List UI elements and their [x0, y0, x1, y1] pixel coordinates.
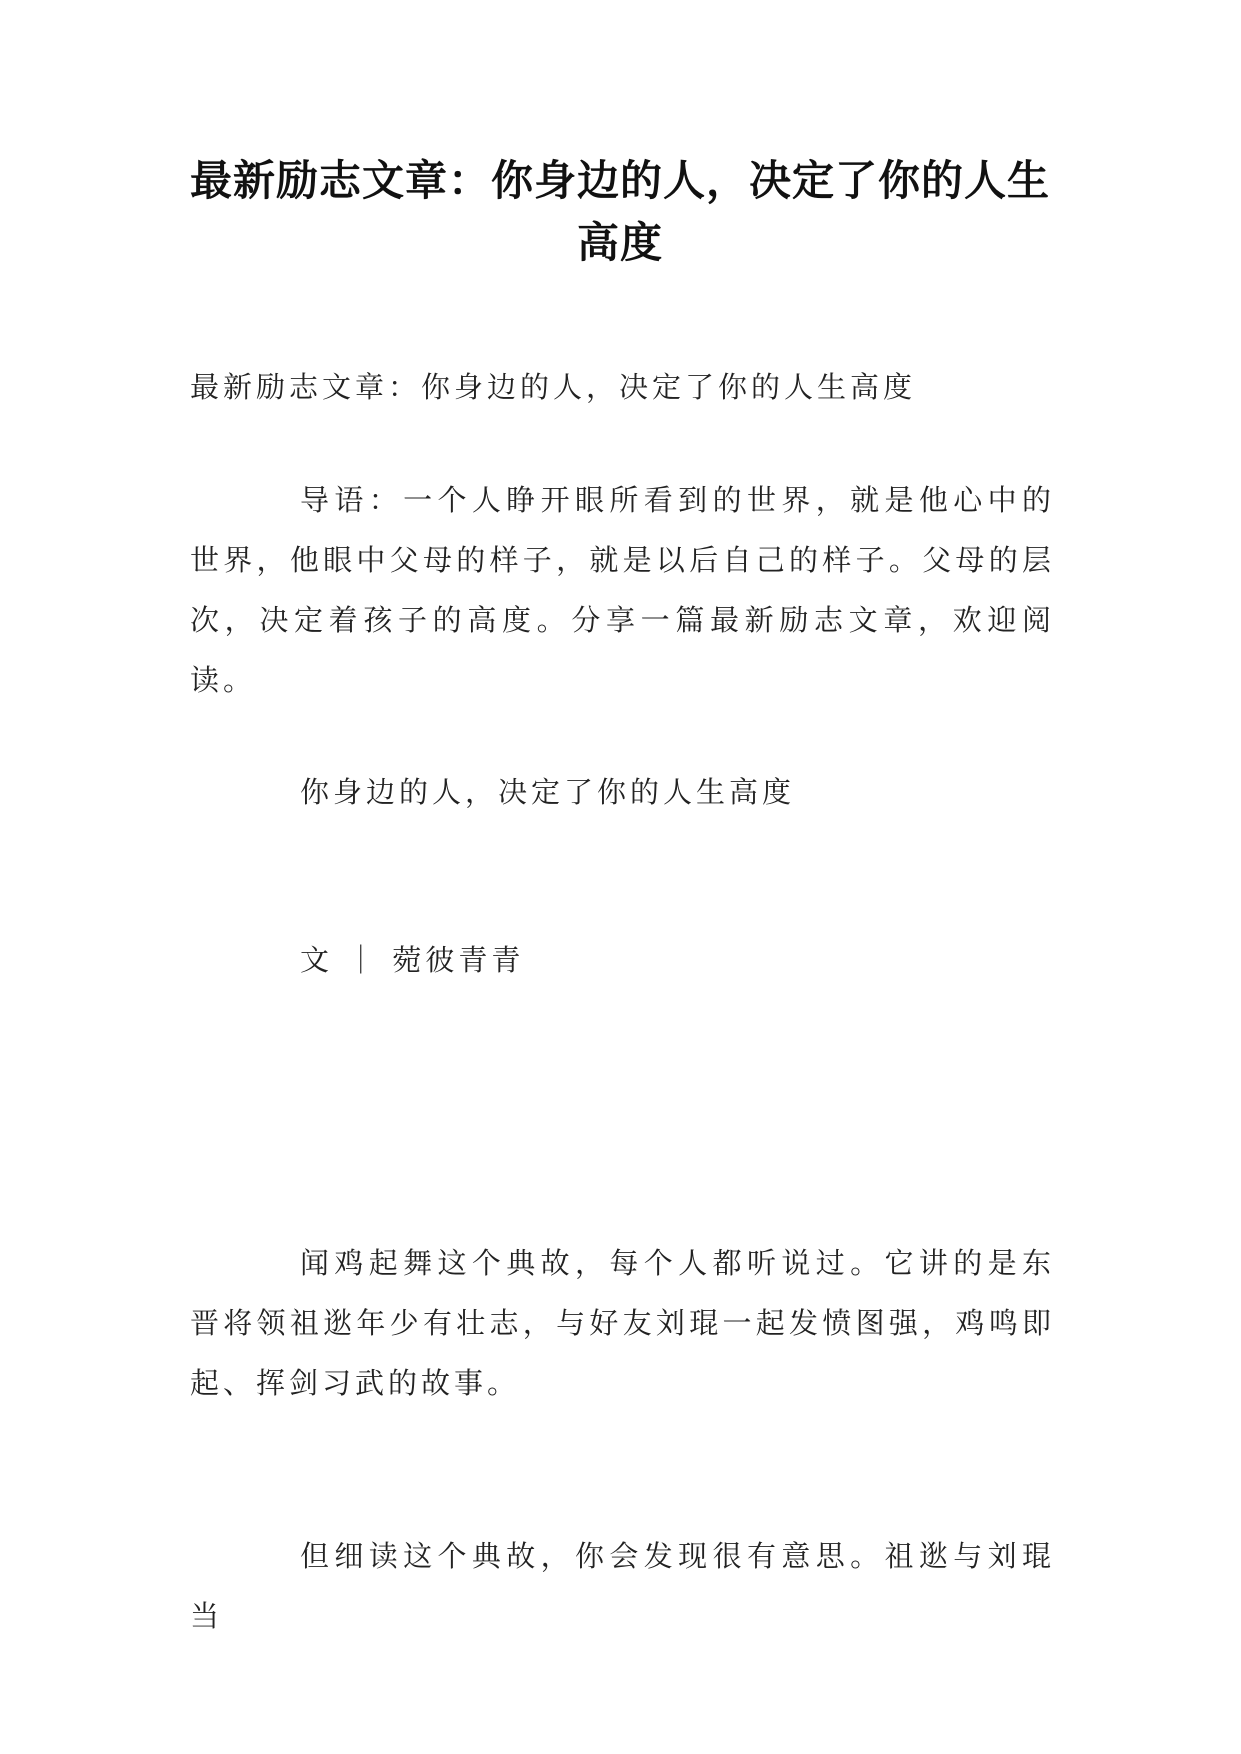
document-title: 最新励志文章：你身边的人，决定了你的人生高度 [189, 156, 1050, 267]
document-subtitle: 最新励志文章：你身边的人，决定了你的人生高度 [190, 370, 917, 404]
body-paragraph: 闻鸡起舞这个典故，每个人都听说过。它讲的是东晋将领祖逖年少有壮志，与好友刘琨一起发愤图强，鸡鸣即起、挥剑习武的故事。 [190, 1246, 1055, 1400]
intro-paragraph: 导语：一个人睁开眼所看到的世界，就是他心中的世界，他眼中父母的样子，就是以后自己的样子。父母的层次，决定着孩子的高度。分享一篇最新励志文章，欢迎阅读。 [190, 483, 1055, 697]
article-heading: 你身边的人，决定了你的人生高度 [300, 775, 796, 809]
author-byline: 文 ｜ 菀彼青青 [300, 943, 525, 977]
body-paragraph: 但细读这个典故，你会发现很有意思。祖逖与刘琨当 [190, 1539, 1055, 1633]
